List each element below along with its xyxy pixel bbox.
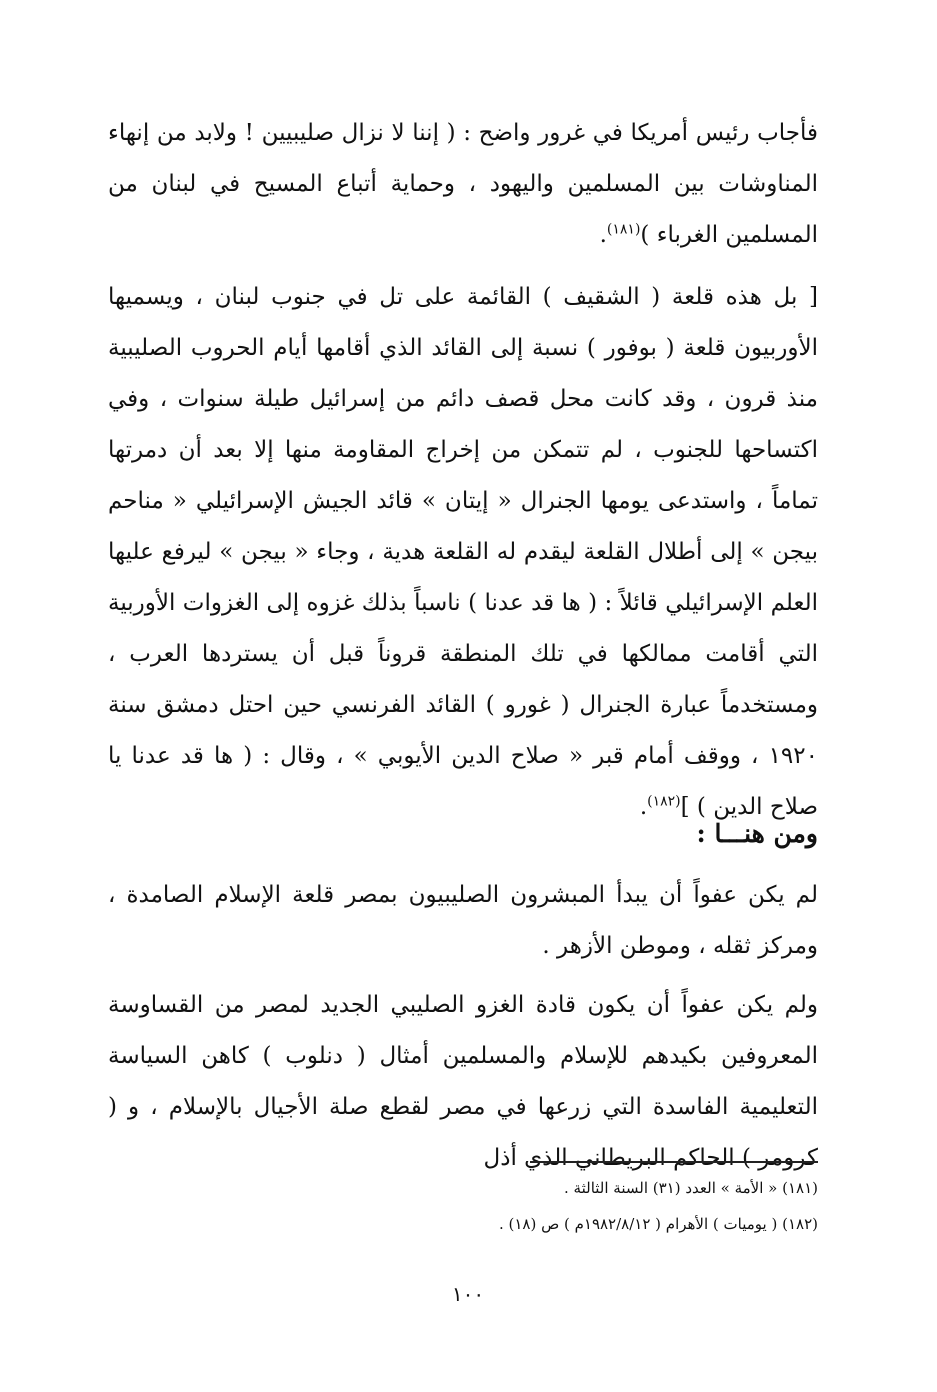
footnote-divider bbox=[530, 1161, 818, 1163]
footnotes bbox=[108, 1170, 818, 1242]
paragraph-2-text: [ بل هذه قلعة ( الشقيف ) القائمة على تل في جنوب لبنان ، ويسميها الأوربيون قلعة ( بوفور ) نسبة إلى القائد الذي أقامها أيام الحروب الصليبية منذ قرون ، وقد كانت محل قصف دائم من إسرائيل طيلة سنوات ، وفي اكتساحها للجنوب ، لم تتمكن من إخراج المقاومة منها إلا بعد أن دمرتها تماماً ، واستدعى يومها الجنرال « إيتان » قائد الجيش الإسرائيلي « مناحم بيجن » إلى أطلال القلعة ليقدم له القلعة هدية ، وجاء « بيجن » ليرفع عليها العلم الإسرائيلي قائلاً : ( ها قد عدنا ) ناسباً بذلك غزوه إلى الغزوات الأوربية التي أقامت ممالكها في تلك المنطقة قروناً قبل أن يستردها العرب ، ومستخدماً عبارة الجنرال ( غورو ) القائد الفرنسي حين احتل دمشق سنة ١٩٢٠ ، ووقف أمام قبر « صلاح الدين الأيوبي » ، وقال : ( ها قد عدنا يا صلاح الدين ) ] bbox=[108, 284, 818, 820]
paragraph-2-end: . bbox=[639, 794, 648, 820]
footnote-ref-182: (١٨٢) bbox=[647, 793, 681, 810]
paragraph-4-text: ولم يكن عفواً أن يكون قادة الغزو الصليبي الجديد لمصر من القساوسة المعروفين بكيدهم للإسلام والمسلمين أمثال ( دنلوب ) كاهن السياسة التعليمية الفاسدة التي زرعها في مصر لقطع صلة الأجيال بالإسلام ، و ( كرومر ) الحاكم البريطاني الذي أذل bbox=[108, 992, 818, 1171]
paragraph-3-text: لم يكن عفواً أن يبدأ المبشرون الصليبيون بمصر قلعة الإسلام الصامدة ، ومركز ثقله ، وموطن الأزهر . bbox=[108, 882, 818, 959]
paragraph-1-text: فأجاب رئيس أمريكا في غرور واضح : ( إننا لا نزال صليبيين ! ولابد من إنهاء المناوشات بين المسلمين واليهود ، وحماية أتباع المسيح في لبنان من المسلمين الغرباء ) bbox=[108, 120, 818, 248]
footnote-182: (١٨٢) ( يوميات ) الأهرام ( ١٩٨٢/٨/١٢م ) ص (١٨) . bbox=[498, 1215, 818, 1233]
paragraph-4 bbox=[108, 980, 818, 1184]
page-number: ١٠٠ bbox=[451, 1282, 485, 1306]
paragraph-3 bbox=[108, 870, 818, 972]
footnote-ref-181: (١٨١) bbox=[606, 221, 641, 238]
footnote-181: (١٨١) « الأمة » العدد (٣١) السنة الثالثة . bbox=[564, 1179, 818, 1197]
paragraph-2 bbox=[108, 272, 818, 833]
paragraph-1-end: . bbox=[599, 222, 607, 248]
section-heading: ومن هنـــا : bbox=[696, 819, 818, 848]
paragraph-1 bbox=[108, 108, 818, 261]
